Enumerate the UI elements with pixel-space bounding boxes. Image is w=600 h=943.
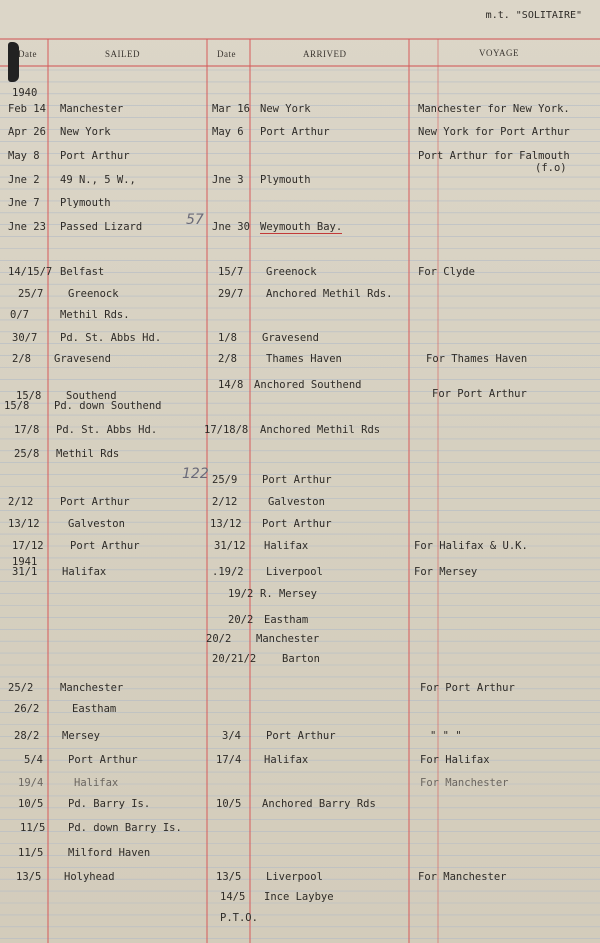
ledger-cell: Feb 14 bbox=[8, 103, 46, 115]
ledger-cell: Galveston bbox=[268, 496, 325, 508]
ledger-cell: 13/5 bbox=[216, 871, 242, 883]
ledger-cell: Halifax bbox=[264, 754, 309, 766]
ledger-cell: Pd. St. Abbs Hd. bbox=[60, 332, 162, 344]
punch-hole bbox=[8, 42, 19, 82]
ledger-cell: 25/9 bbox=[212, 474, 238, 486]
ledger-cell: 2/12 bbox=[212, 496, 238, 508]
ledger-cell: May 6 bbox=[212, 126, 244, 138]
ledger-cell: " " " bbox=[430, 730, 462, 742]
ledger-cell: For Halifax & U.K. bbox=[414, 540, 528, 552]
ledger-cell: Port Arthur bbox=[68, 754, 138, 766]
ledger-cell: Pd. St. Abbs Hd. bbox=[56, 424, 158, 436]
ledger-cell: 14/15/7 bbox=[8, 266, 53, 278]
ledger-cell: Holyhead bbox=[64, 871, 115, 883]
ledger-cell: For Port Arthur bbox=[420, 682, 515, 694]
ledger-cell: Jne 3 bbox=[212, 174, 244, 186]
ledger-cell: Methil Rds bbox=[56, 448, 120, 460]
ledger-cell: Port Arthur bbox=[60, 150, 130, 162]
ledger-cell: Greenock bbox=[68, 288, 119, 300]
ledger-cell: 20/2 bbox=[206, 633, 232, 645]
ledger-cell: 17/12 bbox=[12, 540, 44, 552]
ledger-cell: P.T.O. bbox=[220, 912, 258, 924]
ledger-cell: 5/4 bbox=[24, 754, 43, 766]
ledger-cell: 19/4 bbox=[18, 777, 44, 789]
ledger-cell: R. Mersey bbox=[260, 588, 317, 600]
ledger-cell: New York bbox=[260, 103, 311, 115]
ledger-cell: 49 N., 5 W., bbox=[60, 174, 136, 186]
ledger-cell: Apr 26 bbox=[8, 126, 46, 138]
ledger-cell: Mersey bbox=[62, 730, 100, 742]
ledger-cell: 11/5 bbox=[18, 847, 44, 859]
ledger-cell: 28/2 bbox=[14, 730, 40, 742]
ledger-cell: 20/21/2 bbox=[212, 653, 257, 665]
ledger-cell: 1940 bbox=[12, 87, 38, 99]
header-sailed: SAILED bbox=[105, 49, 140, 59]
ledger-cell: May 8 bbox=[8, 150, 40, 162]
ledger-cell: Gravesend bbox=[262, 332, 319, 344]
ledger-cell: Anchored Methil Rds bbox=[260, 424, 381, 436]
header-voyage: VOYAGE bbox=[479, 48, 519, 58]
ledger-cell: Thames Haven bbox=[266, 353, 342, 365]
ledger-cell: Port Arthur bbox=[70, 540, 140, 552]
pencil-mark: 122 bbox=[182, 466, 209, 482]
ledger-cell: Pd. down Southend bbox=[54, 400, 162, 412]
ledger-cell: Ince Laybye bbox=[264, 891, 334, 903]
ledger-cell: 1941 bbox=[12, 556, 38, 568]
ledger-cell: 1/8 bbox=[218, 332, 237, 344]
ledger-cell: Jne 2 bbox=[8, 174, 40, 186]
ledger-cell: Manchester bbox=[60, 682, 124, 694]
ledger-cell: 30/7 bbox=[12, 332, 38, 344]
ledger-cell: Mar 16 bbox=[212, 103, 250, 115]
ledger-cell: Anchored Southend bbox=[254, 379, 362, 391]
ledger-cell: New York bbox=[60, 126, 111, 138]
ledger-cell: For Manchester bbox=[418, 871, 507, 883]
ledger-cell: 3/4 bbox=[222, 730, 241, 742]
ledger-cell: 0/7 bbox=[10, 309, 29, 321]
ledger-cell: 25/7 bbox=[18, 288, 44, 300]
ledger-cell: For Thames Haven bbox=[426, 353, 528, 365]
ledger-cell: 2/12 bbox=[8, 496, 34, 508]
ledger-cell: 25/2 bbox=[8, 682, 34, 694]
pencil-mark: 57 bbox=[186, 212, 204, 228]
ledger-cell: Port Arthur bbox=[262, 518, 332, 530]
ledger-cell: 17/18/8 bbox=[204, 424, 249, 436]
ledger-cell: Jne 23 bbox=[8, 221, 46, 233]
ledger-cell: Milford Haven bbox=[68, 847, 151, 859]
ledger-cell: Halifax bbox=[74, 777, 119, 789]
ship-name: m.t. "SOLITAIRE" bbox=[485, 10, 582, 21]
ledger-cell: Pd. Barry Is. bbox=[68, 798, 151, 810]
ledger-cell: Greenock bbox=[266, 266, 317, 278]
ledger-cell: Manchester for New York. bbox=[418, 103, 570, 115]
ledger-cell: 20/2 bbox=[228, 614, 254, 626]
ledger-cell: Port Arthur bbox=[60, 496, 130, 508]
ledger-cell: Galveston bbox=[68, 518, 125, 530]
ledger-cell: 29/7 bbox=[218, 288, 244, 300]
ledger-cell: 31/12 bbox=[214, 540, 246, 552]
ledger-cell: 14/8 bbox=[218, 379, 244, 391]
ledger-cell: For Manchester bbox=[420, 777, 509, 789]
ledger-cell: Anchored Barry Rds bbox=[262, 798, 376, 810]
ledger-cell: 13/12 bbox=[8, 518, 40, 530]
ledger-cell: Liverpool bbox=[266, 566, 323, 578]
ledger-cell: Passed Lizard bbox=[60, 221, 143, 233]
ledger-cell: 10/5 bbox=[216, 798, 242, 810]
ledger-cell: 15/7 bbox=[218, 266, 244, 278]
header-arrived: ARRIVED bbox=[303, 49, 347, 59]
ledger-cell: For Halifax bbox=[420, 754, 490, 766]
ledger-cell: 15/8 bbox=[4, 400, 30, 412]
ledger-cell: Manchester bbox=[60, 103, 124, 115]
ledger-cell: Liverpool bbox=[266, 871, 323, 883]
ledger-cell: 14/5 bbox=[220, 891, 246, 903]
ledger-cell: Anchored Methil Rds. bbox=[266, 288, 393, 300]
ledger-cell: Pd. down Barry Is. bbox=[68, 822, 182, 834]
ledger-cell: 2/8 bbox=[218, 353, 237, 365]
ledger-cell: 17/8 bbox=[14, 424, 40, 436]
ledger-cell: Eastham bbox=[264, 614, 309, 626]
ledger-cell: Barton bbox=[282, 653, 320, 665]
ledger-cell: Manchester bbox=[256, 633, 320, 645]
ledger-cell: 25/8 bbox=[14, 448, 40, 460]
ledger-cell: .19/2 bbox=[212, 566, 244, 578]
ledger-cell: 10/5 bbox=[18, 798, 44, 810]
ledger-cell: 2/8 bbox=[12, 353, 31, 365]
ledger-cell: 17/4 bbox=[216, 754, 242, 766]
ledger-cell: Weymouth Bay. bbox=[260, 221, 343, 233]
ledger-cell: Port Arthur bbox=[266, 730, 336, 742]
header-date-sailed: Date bbox=[18, 49, 37, 59]
ledger-cell: For Clyde bbox=[418, 266, 475, 278]
header-date-arrived: Date bbox=[217, 49, 236, 59]
ledger-cell: Jne 7 bbox=[8, 197, 40, 209]
ledger-cell: Plymouth bbox=[260, 174, 311, 186]
ledger-cell: Port Arthur for Falmouth bbox=[418, 150, 570, 162]
ledger-cell: 13/12 bbox=[210, 518, 242, 530]
ledger-cell: Belfast bbox=[60, 266, 105, 278]
ledger-cell: 31/1 bbox=[12, 566, 38, 578]
ledger-cell: 19/2 bbox=[228, 588, 254, 600]
ledger-cell: Port Arthur bbox=[260, 126, 330, 138]
ledger-cell: Southend bbox=[66, 390, 117, 402]
ledger-cell: New York for Port Arthur bbox=[418, 126, 570, 138]
ledger-cell: Jne 30 bbox=[212, 221, 250, 233]
ledger-cell: For Port Arthur bbox=[432, 388, 527, 400]
ledger-cell: Gravesend bbox=[54, 353, 111, 365]
ledger-cell: Plymouth bbox=[60, 197, 111, 209]
ledger-cell: Halifax bbox=[264, 540, 309, 552]
ledger-cell: Port Arthur bbox=[262, 474, 332, 486]
ledger-cell: 13/5 bbox=[16, 871, 42, 883]
ledger-cell: For Mersey bbox=[414, 566, 478, 578]
ledger-cell: Halifax bbox=[62, 566, 107, 578]
ledger-cell: 15/8 bbox=[16, 390, 42, 402]
ledger-cell: Eastham bbox=[72, 703, 117, 715]
ledger-cell: Methil Rds. bbox=[60, 309, 130, 321]
ledger-cell: 11/5 bbox=[20, 822, 46, 834]
ledger-cell: (f.o) bbox=[535, 162, 567, 174]
ledger-cell: 26/2 bbox=[14, 703, 40, 715]
